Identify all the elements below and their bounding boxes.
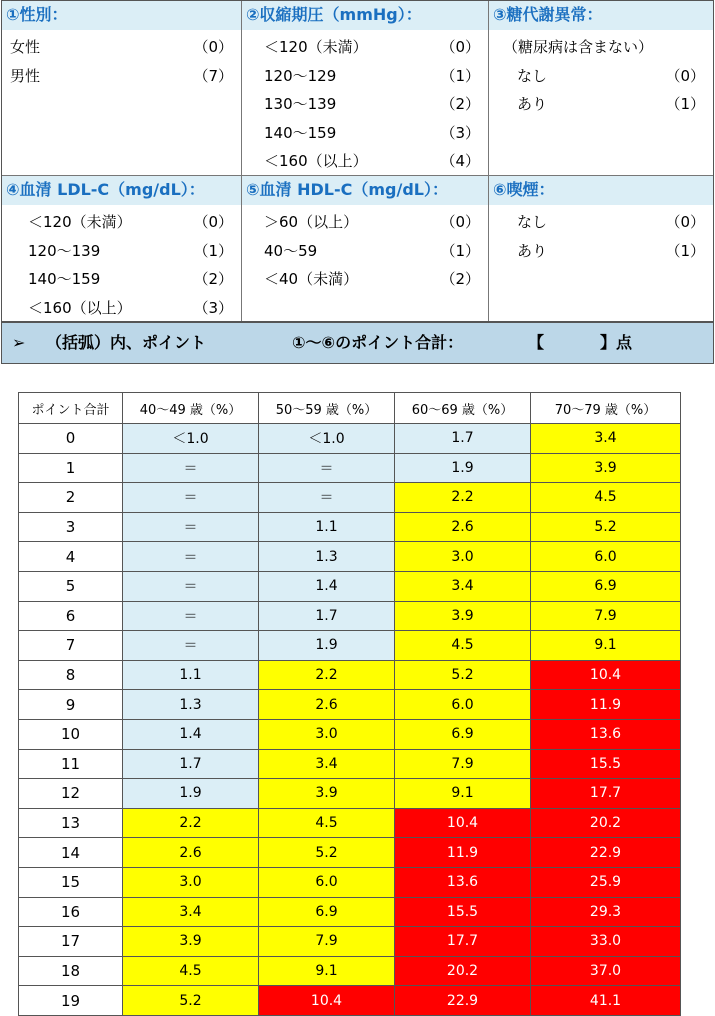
table-row: [19, 779, 681, 809]
risk-percent-cell: 6.0: [395, 690, 531, 720]
risk-percent-cell: 10.4: [259, 986, 395, 1016]
risk-percent-cell: 7.9: [531, 601, 681, 631]
option-points: （1）: [665, 95, 705, 114]
risk-percent-cell: 11.9: [395, 838, 531, 868]
points-total-cell: 5: [19, 571, 123, 601]
option-row: [2, 208, 241, 237]
risk-percent-cell: 1.1: [259, 512, 395, 542]
option-points: （1）: [440, 66, 480, 85]
risk-percent-cell: ＝: [123, 601, 259, 631]
column-header: 40～49 歳（%）: [123, 393, 259, 424]
option-points: （0）: [665, 66, 705, 85]
option-label: 女性: [10, 38, 41, 56]
points-total-cell: 9: [19, 690, 123, 720]
option-row: [242, 62, 488, 91]
risk-percent-cell: 1.3: [259, 542, 395, 572]
option-row: [2, 294, 241, 323]
section-title: ①性別：: [2, 1, 241, 30]
option-label: 120～129: [264, 66, 337, 85]
risk-percent-cell: 1.9: [123, 779, 259, 809]
table-row: [19, 986, 681, 1016]
table-row: [19, 719, 681, 749]
risk-table: [18, 392, 681, 1016]
risk-percent-cell: 3.4: [395, 571, 531, 601]
option-label: ＜160（以上）: [264, 152, 368, 171]
option-label: 120～139: [28, 241, 101, 260]
points-total-cell: 17: [19, 927, 123, 957]
table-row: [19, 690, 681, 720]
option-row: [242, 237, 488, 266]
risk-percent-cell: 3.9: [395, 601, 531, 631]
risk-percent-cell: 9.1: [531, 631, 681, 661]
section-sex: [2, 1, 242, 176]
risk-percent-cell: ＜1.0: [259, 424, 395, 454]
risk-percent-cell: 3.9: [123, 927, 259, 957]
points-total-cell: 0: [19, 424, 123, 454]
option-label: 40～59: [264, 241, 318, 260]
points-total-cell: 7: [19, 631, 123, 661]
option-row: [489, 237, 713, 266]
points-total-cell: 2: [19, 483, 123, 513]
option-points: （4）: [440, 152, 480, 171]
option-row: [242, 265, 488, 294]
section-title: ⑤血清 HDL-C（mg/dL）：: [242, 176, 488, 205]
risk-percent-cell: 9.1: [259, 956, 395, 986]
risk-percent-cell: 1.7: [259, 601, 395, 631]
option-row: [2, 237, 241, 266]
option-label: ＜40（未満）: [264, 270, 359, 289]
risk-percent-cell: 2.2: [123, 808, 259, 838]
risk-percent-cell: 3.4: [259, 749, 395, 779]
risk-percent-cell: 5.2: [531, 512, 681, 542]
risk-percent-cell: 17.7: [395, 927, 531, 957]
table-row: [19, 897, 681, 927]
risk-percent-cell: ＝: [123, 571, 259, 601]
risk-percent-cell: 6.9: [531, 571, 681, 601]
risk-percent-cell: 5.2: [259, 838, 395, 868]
section-title: ⑥喫煙：: [489, 176, 713, 205]
risk-percent-cell: 25.9: [531, 867, 681, 897]
option-label: 140～159: [28, 270, 101, 289]
risk-percent-cell: 6.0: [259, 867, 395, 897]
table-row: [19, 808, 681, 838]
risk-percent-cell: 4.5: [259, 808, 395, 838]
option-points: （2）: [440, 95, 480, 114]
option-label: あり: [517, 241, 548, 260]
risk-percent-cell: ＝: [123, 512, 259, 542]
risk-percent-cell: 1.9: [259, 631, 395, 661]
scoring-panel: [0, 0, 715, 365]
option-label: ＜120（未満）: [264, 38, 368, 56]
risk-percent-cell: 10.4: [395, 808, 531, 838]
column-header: 60～69 歳（%）: [395, 393, 531, 424]
risk-factor-sections: [1, 0, 714, 322]
risk-percent-cell: 37.0: [531, 956, 681, 986]
option-row: [242, 119, 488, 148]
risk-percent-cell: 11.9: [531, 690, 681, 720]
points-total-cell: 8: [19, 660, 123, 690]
option-points: （0）: [440, 213, 480, 231]
section-ldl-c: [2, 176, 242, 321]
points-total-cell: 16: [19, 897, 123, 927]
option-row: [2, 33, 241, 62]
risk-percent-cell: 17.7: [531, 779, 681, 809]
risk-percent-cell: 1.3: [123, 690, 259, 720]
table-row: [19, 867, 681, 897]
risk-percent-cell: 3.4: [123, 897, 259, 927]
points-total-cell: 6: [19, 601, 123, 631]
points-total-cell: 10: [19, 719, 123, 749]
option-row: [242, 147, 488, 176]
points-total-cell: 14: [19, 838, 123, 868]
risk-percent-cell: ＝: [123, 453, 259, 483]
table-row: [19, 660, 681, 690]
risk-table-header-row: [19, 393, 681, 424]
option-points: （1）: [665, 241, 705, 260]
risk-percent-cell: 2.6: [259, 690, 395, 720]
option-label: 男性: [10, 66, 41, 85]
risk-percent-cell: 22.9: [395, 986, 531, 1016]
option-label: 130～139: [264, 95, 337, 114]
option-points: （0）: [193, 38, 233, 56]
table-row: [19, 601, 681, 631]
total-close-bracket: 】点: [600, 333, 633, 352]
risk-percent-cell: 1.4: [259, 571, 395, 601]
risk-percent-cell: 2.6: [395, 512, 531, 542]
option-row: [2, 62, 241, 91]
option-points: （1）: [440, 241, 480, 260]
option-label: あり: [517, 95, 548, 114]
risk-percent-cell: 20.2: [395, 956, 531, 986]
section-title: ④血清 LDL-C（mg/dL）：: [2, 176, 241, 205]
risk-percent-cell: 1.7: [123, 749, 259, 779]
risk-percent-cell: 22.9: [531, 838, 681, 868]
table-row: [19, 512, 681, 542]
risk-percent-cell: 5.2: [395, 660, 531, 690]
risk-percent-cell: 3.9: [259, 779, 395, 809]
table-row: [19, 542, 681, 572]
risk-percent-cell: 9.1: [395, 779, 531, 809]
risk-percent-cell: 6.9: [259, 897, 395, 927]
risk-percent-cell: 4.5: [531, 483, 681, 513]
table-row: [19, 453, 681, 483]
risk-percent-cell: 15.5: [531, 749, 681, 779]
risk-percent-cell: ＜1.0: [123, 424, 259, 454]
option-points: （0）: [440, 38, 480, 56]
table-row: [19, 956, 681, 986]
risk-percent-cell: 1.1: [123, 660, 259, 690]
table-row: [19, 838, 681, 868]
points-total-cell: 1: [19, 453, 123, 483]
risk-percent-cell: 41.1: [531, 986, 681, 1016]
points-note: （括弧）内、ポイント: [46, 333, 207, 352]
option-points: （7）: [193, 66, 233, 85]
risk-percent-cell: 1.7: [395, 424, 531, 454]
option-row: [2, 265, 241, 294]
risk-percent-cell: 1.4: [123, 719, 259, 749]
risk-percent-cell: ＝: [259, 483, 395, 513]
section-systolic-bp: [242, 1, 489, 176]
section-glucose: [489, 1, 713, 176]
risk-percent-cell: 2.6: [123, 838, 259, 868]
risk-percent-cell: 1.9: [395, 453, 531, 483]
risk-percent-cell: 3.0: [123, 867, 259, 897]
section-note: （糖尿病は含まない）: [503, 38, 654, 56]
risk-percent-cell: 2.2: [395, 483, 531, 513]
points-total-cell: 18: [19, 956, 123, 986]
option-points: （3）: [440, 123, 480, 142]
table-row: [19, 483, 681, 513]
risk-percent-cell: 10.4: [531, 660, 681, 690]
option-label: なし: [517, 213, 548, 231]
risk-percent-cell: 33.0: [531, 927, 681, 957]
risk-percent-cell: ＝: [123, 542, 259, 572]
column-header: 70～79 歳（%）: [531, 393, 681, 424]
option-row: [242, 33, 488, 62]
option-row: [489, 208, 713, 237]
points-total-cell: 12: [19, 779, 123, 809]
option-label: 140～159: [264, 123, 337, 142]
option-label: ＜120（未満）: [28, 213, 132, 231]
risk-percent-cell: 5.2: [123, 986, 259, 1016]
risk-percent-cell: 7.9: [259, 927, 395, 957]
risk-percent-cell: 20.2: [531, 808, 681, 838]
option-points: （0）: [665, 213, 705, 231]
risk-percent-cell: 29.3: [531, 897, 681, 927]
risk-percent-cell: ＝: [123, 631, 259, 661]
section-title: ②収縮期圧（mmHg）：: [242, 1, 488, 30]
table-row: [19, 571, 681, 601]
risk-percent-cell: 7.9: [395, 749, 531, 779]
points-total-cell: 13: [19, 808, 123, 838]
risk-percent-cell: 4.5: [395, 631, 531, 661]
risk-percent-cell: 2.2: [259, 660, 395, 690]
risk-percent-cell: 6.0: [531, 542, 681, 572]
risk-percent-cell: 3.9: [531, 453, 681, 483]
risk-percent-cell: 6.9: [395, 719, 531, 749]
option-row: [242, 208, 488, 237]
risk-percent-cell: 4.5: [123, 956, 259, 986]
section-smoking: [489, 176, 713, 321]
column-header: ポイント合計: [19, 393, 123, 424]
points-total-cell: 3: [19, 512, 123, 542]
risk-percent-cell: 3.0: [395, 542, 531, 572]
option-label: ＞60（以上）: [264, 213, 359, 231]
table-row: [19, 424, 681, 454]
points-total-cell: 11: [19, 749, 123, 779]
option-row: [489, 62, 713, 91]
option-row: [489, 90, 713, 119]
option-label: なし: [517, 66, 548, 85]
option-label: ＜160（以上）: [28, 298, 132, 317]
risk-percent-cell: ＝: [259, 453, 395, 483]
section-title: ③糖代謝異常：: [489, 1, 713, 30]
option-points: （2）: [440, 270, 480, 289]
bullet-marker: ➢: [12, 333, 26, 352]
risk-percent-cell: 13.6: [395, 867, 531, 897]
total-open-bracket: 【: [528, 333, 545, 352]
risk-percent-cell: ＝: [123, 483, 259, 513]
points-total-cell: 4: [19, 542, 123, 572]
points-total-bar: [1, 322, 714, 364]
option-points: （1）: [193, 241, 233, 260]
risk-percent-cell: 3.0: [259, 719, 395, 749]
risk-table-body: [19, 424, 681, 1016]
option-points: （2）: [193, 270, 233, 289]
table-row: [19, 631, 681, 661]
option-row: [242, 90, 488, 119]
section-hdl-c: [242, 176, 489, 321]
total-label: ①～⑥のポイント合計：: [292, 333, 464, 352]
column-header: 50～59 歳（%）: [259, 393, 395, 424]
section-note-row: [489, 33, 713, 62]
points-total-cell: 15: [19, 867, 123, 897]
risk-percent-cell: 15.5: [395, 897, 531, 927]
option-points: （3）: [193, 298, 233, 317]
table-row: [19, 927, 681, 957]
risk-percent-cell: 3.4: [531, 424, 681, 454]
table-row: [19, 749, 681, 779]
option-points: （0）: [193, 213, 233, 231]
risk-percent-cell: 13.6: [531, 719, 681, 749]
points-total-cell: 19: [19, 986, 123, 1016]
